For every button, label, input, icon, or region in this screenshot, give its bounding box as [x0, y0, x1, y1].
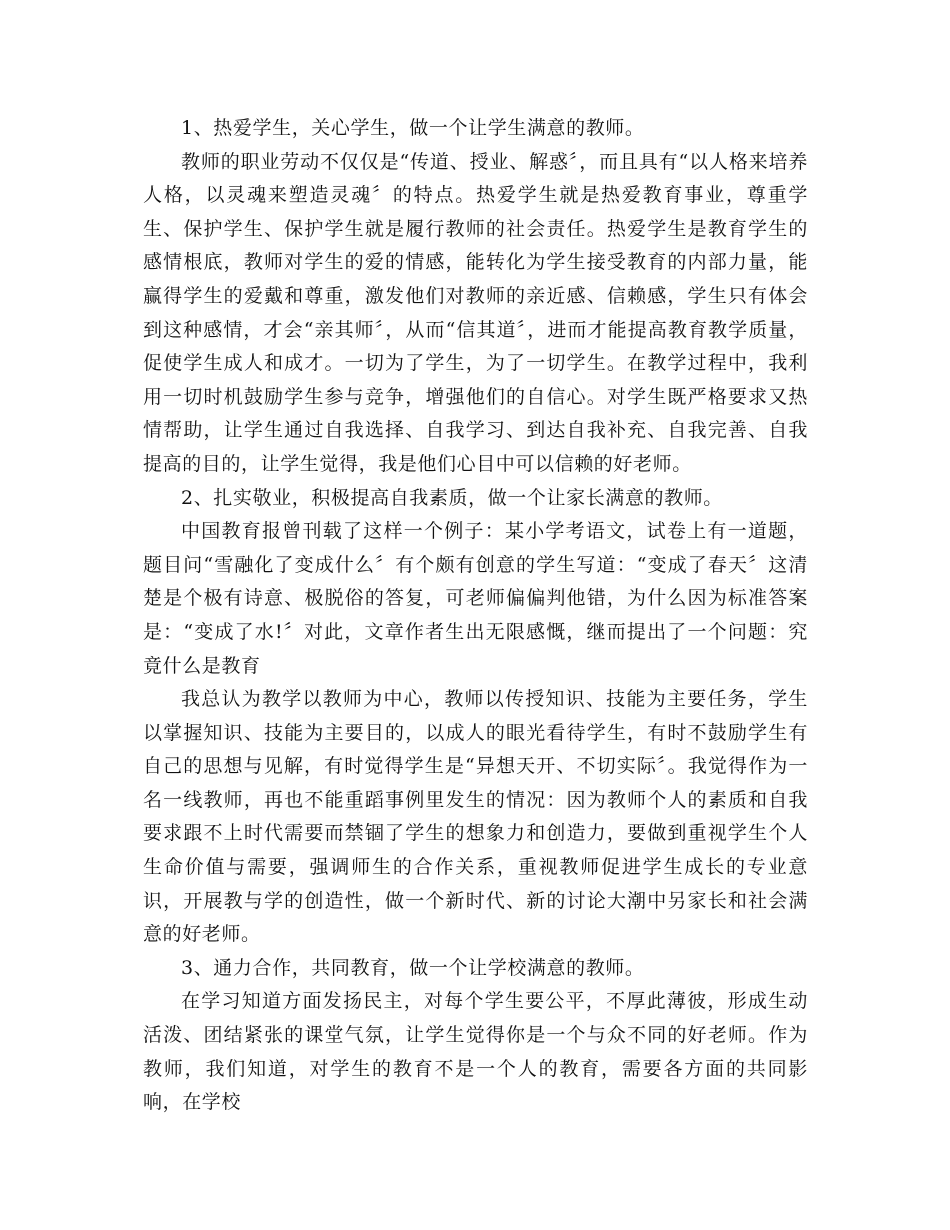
paragraph-cooperation: 在学习知道方面发扬民主，对每个学生要公平，不厚此薄彼，形成生动活泼、团结紧张的课堂气氛，让学生觉得你是一个与众不同的好老师。作为教师，我们知道，对学生的教育不是一个人的教育，需要各方面的共同影响，在学校 — [143, 990, 808, 1114]
paragraph-reflection: 我总认为教学以教师为中心，教师以传授知识、技能为主要任务，学生以掌握知识、技能为主要目的，以成人的眼光看待学生，有时不鼓励学生有自己的思想与见解，有时觉得学生是“异想天开、不切实际〞。我觉得作为一名一线教师，再也不能重蹈事例里发生的情况：因为教师个人的素质和自我要求跟不上时代需要而禁锢了学生的想象力和创造力，要做到重视学生个人生命价值与需要，强调师生的合作关系，重视教师促进学生成长的专业意识，开展教与学的创造性，做一个新时代、新的讨论大潮中另家长和社会满意的好老师。 — [143, 688, 808, 946]
paragraph-example: 中国教育报曾刊载了这样一个例子：某小学考语文，试卷上有一道题，题目问“雪融化了变成什么〞有个颇有创意的学生写道：“变成了春天〞这清楚是个极有诗意、极脱俗的答复，可老师偏偏判他错，为什么因为标准答案是：“变成了水!〞对此，文章作者生出无限感慨，继而提出了一个问题：究竟什么是教育 — [143, 520, 808, 677]
heading-point-1: 1、热爱学生，关心学生，做一个让学生满意的教师。 — [181, 117, 645, 139]
paragraph-love-students: 教师的职业劳动不仅仅是“传道、授业、解惑〞，而且具有“以人格来培养人格，以灵魂来塑造灵魂〞的特点。热爱学生就是热爱教育事业，尊重学生、保护学生、保护学生就是履行教师的社会责任。热爱学生是教育学生的感情根底，教师对学生的爱的情感，能转化为学生接受教育的内部力量，能赢得学生的爱戴和尊重，激发他们对教师的亲近感、信赖感，学生只有体会到这种感情，才会“亲其师〞，从而“信其道〞，进而才能提高教育教学质量，促使学生成人和成才。一切为了学生，为了一切学生。在教学过程中，我利用一切时机鼓励学生参与竞争，增强他们的自信心。对学生既严格要求又热情帮助，让学生通过自我选择、自我学习、到达自我补充、自我完善、自我提高的目的，让学生觉得，我是他们心目中可以信赖的好老师。 — [143, 150, 808, 475]
heading-point-3: 3、通力合作，共同教育，做一个让学校满意的教师。 — [181, 956, 645, 979]
heading-point-2: 2、扎实敬业，积极提高自我素质，做一个让家长满意的教师。 — [181, 486, 723, 509]
document-body — [143, 112, 808, 1120]
